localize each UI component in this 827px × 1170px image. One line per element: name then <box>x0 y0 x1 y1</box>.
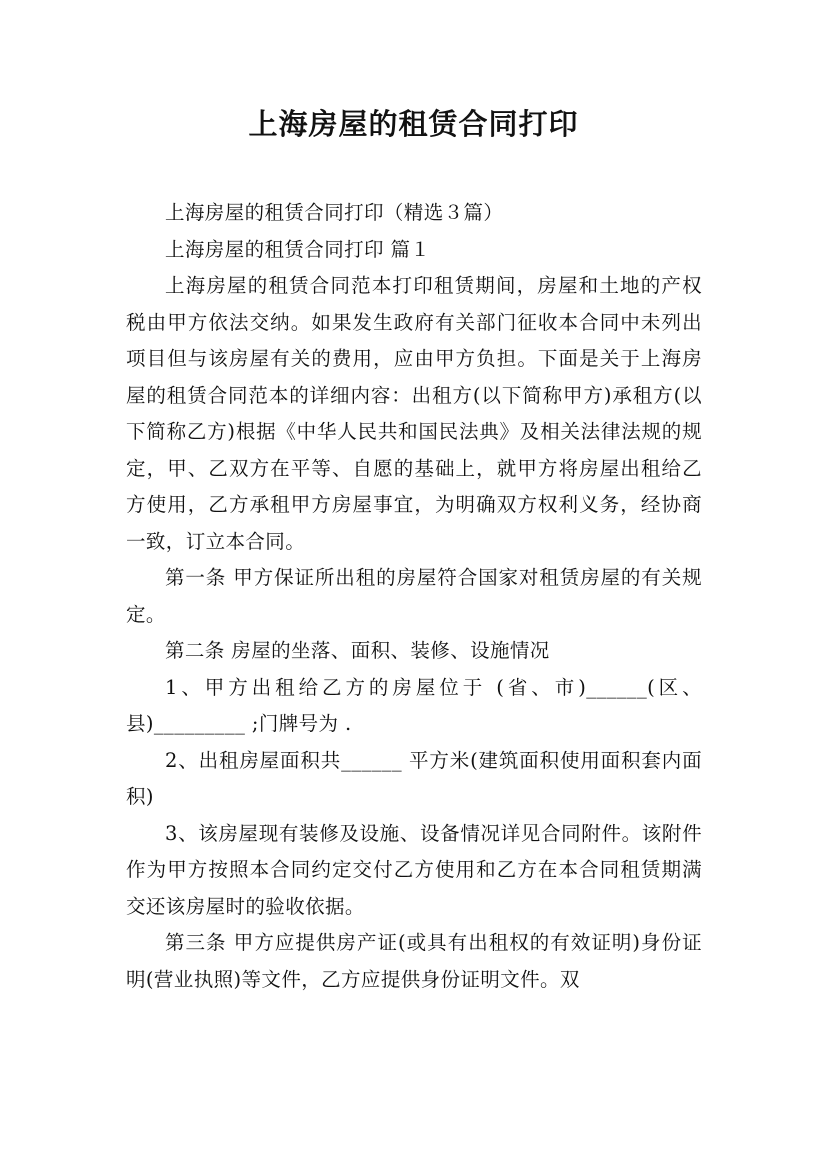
document-title: 上海房屋的租赁合同打印 <box>248 107 579 141</box>
paragraph-article-2-item-1: 1、甲方出租给乙方的房屋位于 (省、市)______(区、县)_________ ;门牌号为 . <box>126 675 702 735</box>
paragraph-article-2-item-2: 2、出租房屋面积共______ 平方米(建筑面积使用面积套内面积) <box>126 748 702 808</box>
paragraph-intro: 上海房屋的租赁合同范本打印租赁期间，房屋和土地的产权税由甲方依法交纳。如果发生政府有关部门征收本合同中未列出项目但与该房屋有关的费用，应由甲方负担。下面是关于上海房屋的租赁合同范本的详细内容：出租方(以下简称甲方)承租方(以下简称乙方)根据《中华人民共和国民法典》及相关法律法规的规定，甲、乙双方在平等、自愿的基础上，就甲方将房屋出租给乙方使用，乙方承租甲方房屋事宜，为明确双方权利义务，经协商一致，订立本合同。 <box>126 274 702 553</box>
paragraph-article-3: 第三条 甲方应提供房产证(或具有出租权的有效证明)身份证明(营业执照)等文件，乙方应提供身份证明文件。双 <box>126 931 702 991</box>
paragraph-subtitle: 上海房屋的租赁合同打印（精选３篇） <box>165 201 504 224</box>
paragraph-article-2-item-3: 3、该房屋现有装修及设施、设备情况详见合同附件。该附件作为甲方按照本合同约定交付乙方使用和乙方在本合同租赁期满交还该房屋时的验收依据。 <box>126 821 702 918</box>
paragraph-section-heading: 上海房屋的租赁合同打印 篇１ <box>165 237 431 261</box>
paragraph-article-2-heading: 第二条 房屋的坐落、面积、装修、设施情况 <box>165 639 550 662</box>
document-body <box>126 195 702 998</box>
paragraph-article-1: 第一条 甲方保证所出租的房屋符合国家对租赁房屋的有关规定。 <box>126 566 702 626</box>
